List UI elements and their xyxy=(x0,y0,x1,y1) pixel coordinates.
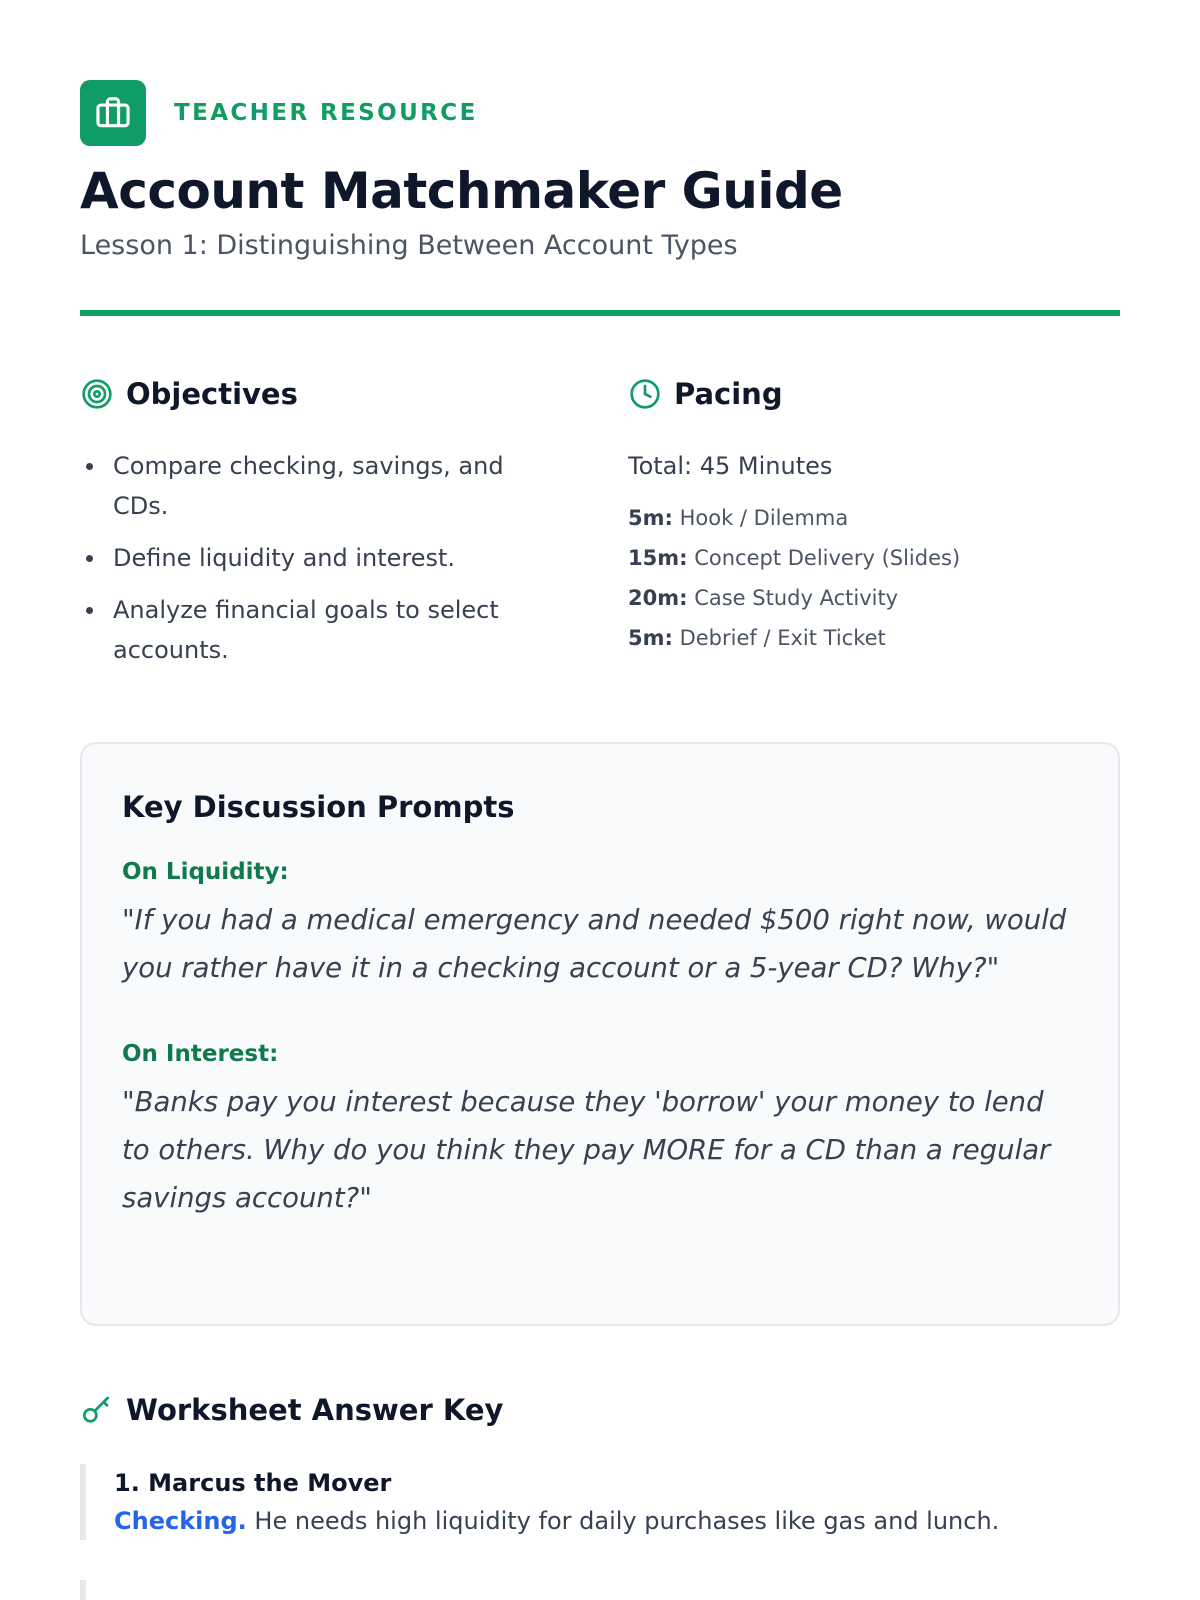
pacing-list xyxy=(628,498,1120,658)
pacing-item xyxy=(628,498,1120,538)
answer-key-item-next xyxy=(80,1580,1120,1600)
pacing-title: Pacing xyxy=(674,377,783,411)
page-subtitle: Lesson 1: Distinguishing Between Account Types xyxy=(80,230,738,261)
discussion-title: Key Discussion Prompts xyxy=(122,790,515,824)
header-badge-row xyxy=(80,80,1120,146)
pacing-total: Total: 45 Minutes xyxy=(628,452,833,480)
case-name: 1. Marcus the Mover xyxy=(114,1469,392,1497)
pacing-time: 5m: xyxy=(628,626,673,650)
prompt-label-interest: On Interest: xyxy=(122,1041,279,1067)
list-item: Compare checking, savings, and CDs. xyxy=(80,446,550,526)
list-item: Define liquidity and interest. xyxy=(80,538,550,578)
pacing-item xyxy=(628,538,1120,578)
pacing-activity: Case Study Activity xyxy=(694,586,899,610)
key-icon xyxy=(80,1393,114,1427)
pacing-header xyxy=(628,372,1120,416)
answer-key-item xyxy=(80,1464,1120,1540)
answer-key-title: Worksheet Answer Key xyxy=(126,1393,504,1427)
account-type: Checking. xyxy=(114,1507,247,1535)
pacing-activity: Debrief / Exit Ticket xyxy=(679,626,886,650)
pacing-item xyxy=(628,578,1120,618)
objectives-header xyxy=(80,372,628,416)
pacing-time: 15m: xyxy=(628,546,688,570)
pacing-activity: Hook / Dilemma xyxy=(679,506,849,530)
prompt-label-liquidity: On Liquidity: xyxy=(122,859,289,885)
prompt-text-liquidity: "If you had a medical emergency and needed $500 right now, would you rather have it in a checking account or a 5-year CD? Why?" xyxy=(122,904,1067,984)
clock-icon xyxy=(628,377,662,411)
eyebrow-label: TEACHER RESOURCE xyxy=(174,100,478,126)
briefcase-icon xyxy=(80,80,146,146)
answer-key-section xyxy=(80,1388,1120,1600)
pacing-item xyxy=(628,618,1120,658)
prompt-text-interest: "Banks pay you interest because they 'borrow' your money to lend to others. Why do you think they pay MORE for a CD than a regular savings account?" xyxy=(122,1086,1051,1214)
overview-columns xyxy=(80,372,1120,682)
answer-explanation: He needs high liquidity for daily purchases like gas and lunch. xyxy=(246,1507,1000,1535)
target-icon xyxy=(80,377,114,411)
answer-key-header xyxy=(80,1388,1120,1432)
list-item: Analyze financial goals to select accounts. xyxy=(80,590,550,670)
header-divider xyxy=(80,310,1120,316)
pacing-time: 20m: xyxy=(628,586,688,610)
discussion-prompts-box xyxy=(80,742,1120,1326)
pacing-activity: Concept Delivery (Slides) xyxy=(694,546,961,570)
page-title: Account Matchmaker Guide xyxy=(80,162,843,220)
objectives-title: Objectives xyxy=(126,377,298,411)
objectives-section xyxy=(80,372,628,682)
pacing-time: 5m: xyxy=(628,506,673,530)
case-answer xyxy=(114,1502,1120,1540)
objectives-list xyxy=(80,446,628,670)
pacing-section xyxy=(628,372,1120,682)
